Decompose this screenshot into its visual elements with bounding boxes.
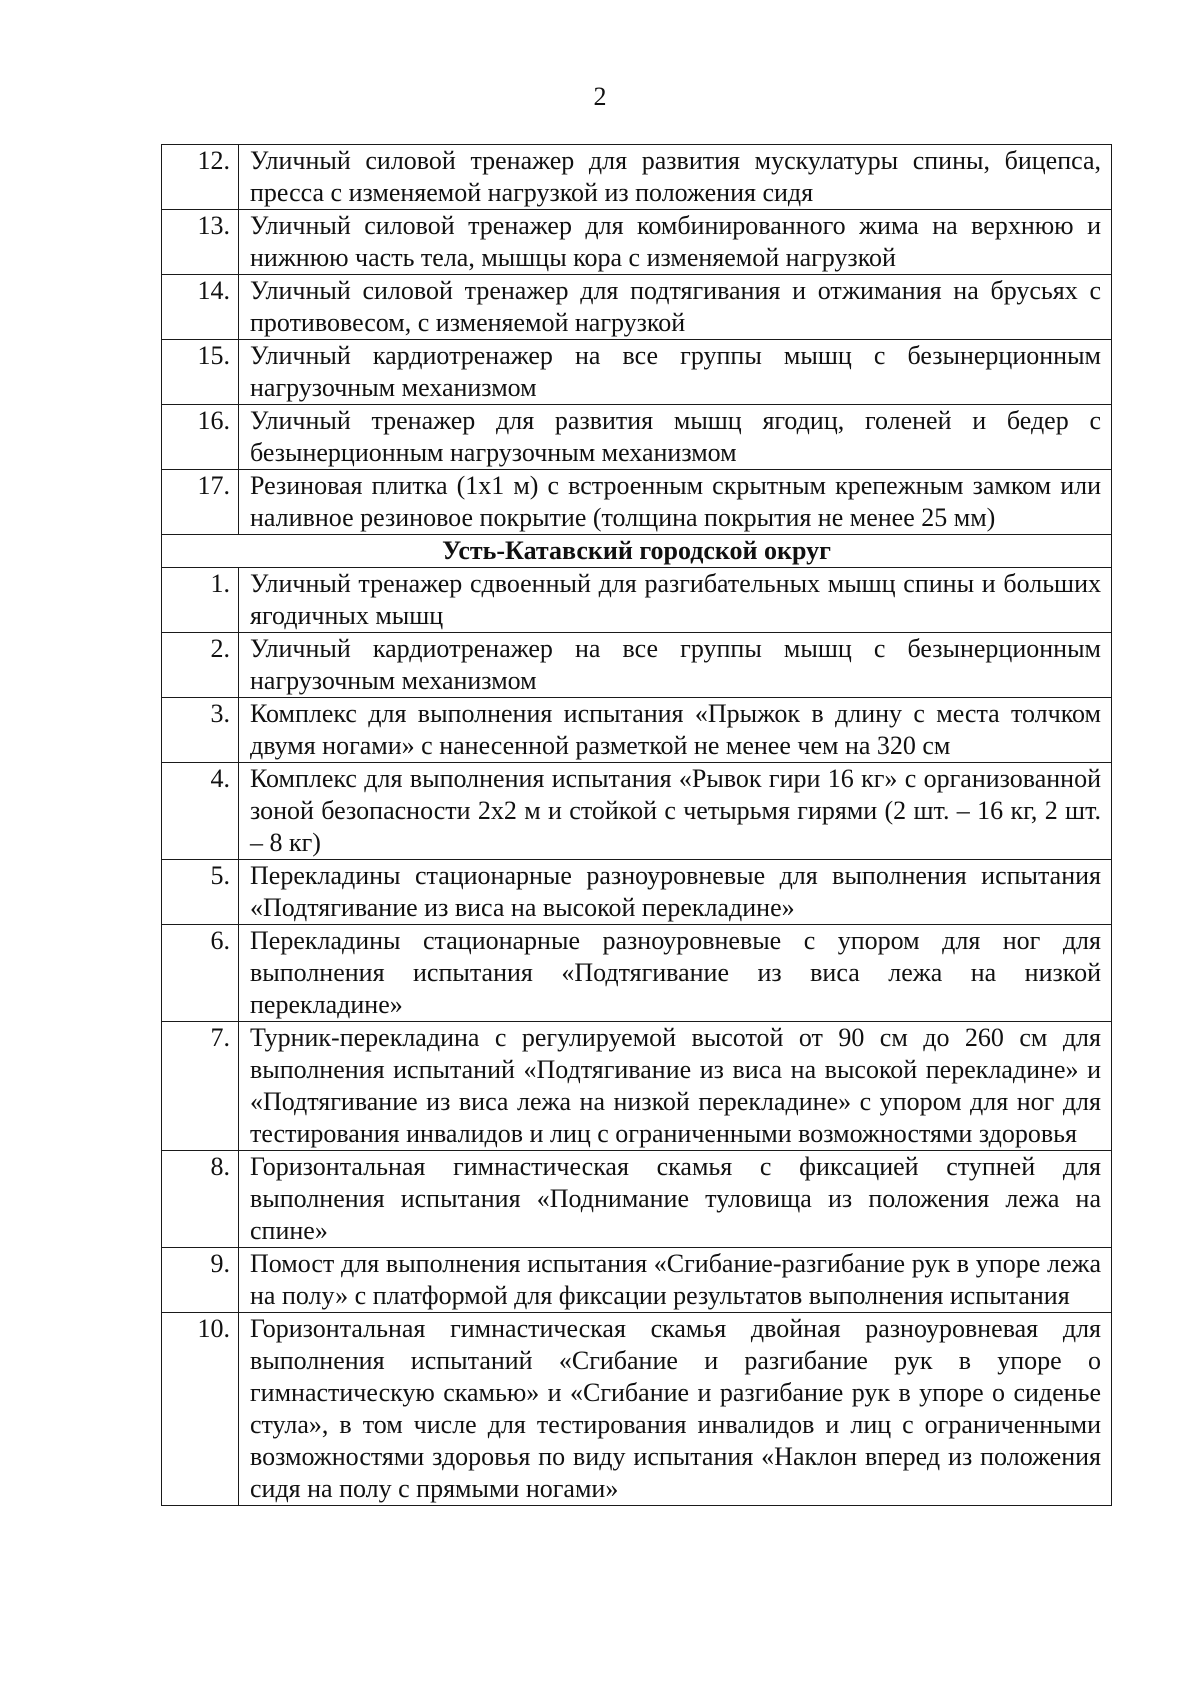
row-description: Горизонтальная гимнастическая скамья двойная разноуровневая для выполнения испытаний «Сгибание и разгибание рук в упоре о гимнастическую скамью» и «Сгибание и разгибание рук в упоре о сиденье стула», в том числе для тестирования инвалидов и лиц с ограниченными возможностями здоровья по виду испытания «Наклон вперед из положения сидя на полу с прямыми ногами»: [239, 1313, 1112, 1506]
row-description: Перекладины стационарные разноуровневые с упором для ног для выполнения испытания «Подтягивание из виса лежа на низкой перекладине»: [239, 925, 1112, 1022]
table-row: [162, 145, 1112, 210]
row-description: Уличный кардиотренажер на все группы мышц с безынерционным нагрузочным механизмом: [239, 633, 1112, 698]
row-number: 9.: [162, 1248, 239, 1313]
row-number: 15.: [162, 340, 239, 405]
table-row: [162, 1248, 1112, 1313]
row-description: Уличный кардиотренажер на все группы мышц с безынерционным нагрузочным механизмом: [239, 340, 1112, 405]
row-description: Уличный тренажер для развития мышц ягодиц, голеней и бедер с безынерционным нагрузочным механизмом: [239, 405, 1112, 470]
row-number: 7.: [162, 1022, 239, 1151]
table-row: [162, 210, 1112, 275]
row-number: 6.: [162, 925, 239, 1022]
row-number: 5.: [162, 860, 239, 925]
row-number: 17.: [162, 470, 239, 535]
row-description: Уличный силовой тренажер для комбинированного жима на верхнюю и нижнюю часть тела, мышцы кора с изменяемой нагрузкой: [239, 210, 1112, 275]
equipment-table-body: [162, 145, 1112, 1506]
row-description: Комплекс для выполнения испытания «Прыжок в длину с места толчком двумя ногами» с нанесенной разметкой не менее чем на 320 см: [239, 698, 1112, 763]
row-description: Уличный силовой тренажер для подтягивания и отжимания на брусьях с противовесом, с изменяемой нагрузкой: [239, 275, 1112, 340]
section-title: Усть-Катавский городской округ: [162, 535, 1112, 568]
table-row: [162, 1022, 1112, 1151]
row-number: 13.: [162, 210, 239, 275]
row-description: Перекладины стационарные разноуровневые для выполнения испытания «Подтягивание из виса на высокой перекладине»: [239, 860, 1112, 925]
row-number: 10.: [162, 1313, 239, 1506]
table-row: [162, 763, 1112, 860]
row-number: 3.: [162, 698, 239, 763]
row-description: Резиновая плитка (1х1 м) с встроенным скрытным крепежным замком или наливное резиновое покрытие (толщина покрытия не менее 25 мм): [239, 470, 1112, 535]
row-number: 1.: [162, 568, 239, 633]
equipment-table: [161, 144, 1112, 1506]
row-description: Уличный тренажер сдвоенный для разгибательных мышц спины и больших ягодичных мышц: [239, 568, 1112, 633]
table-row: [162, 633, 1112, 698]
table-row: [162, 275, 1112, 340]
row-description: Помост для выполнения испытания «Сгибание-разгибание рук в упоре лежа на полу» с платформой для фиксации результатов выполнения испытания: [239, 1248, 1112, 1313]
row-number: 16.: [162, 405, 239, 470]
table-row: [162, 1313, 1112, 1506]
row-description: Комплекс для выполнения испытания «Рывок гири 16 кг» с организованной зоной безопасности 2х2 м и стойкой с четырьмя гирями (2 шт. – 16 кг, 2 шт. – 8 кг): [239, 763, 1112, 860]
table-row: [162, 470, 1112, 535]
row-description: Уличный силовой тренажер для развития мускулатуры спины, бицепса, пресса с изменяемой нагрузкой из положения сидя: [239, 145, 1112, 210]
row-number: 2.: [162, 633, 239, 698]
page-number: 2: [593, 82, 607, 111]
table-row: [162, 698, 1112, 763]
table-row: [162, 340, 1112, 405]
row-number: 12.: [162, 145, 239, 210]
row-number: 4.: [162, 763, 239, 860]
section-header-row: [162, 535, 1112, 568]
row-number: 8.: [162, 1151, 239, 1248]
table-row: [162, 860, 1112, 925]
table-row: [162, 925, 1112, 1022]
table-row: [162, 568, 1112, 633]
row-description: Горизонтальная гимнастическая скамья с фиксацией ступней для выполнения испытания «Поднимание туловища из положения лежа на спине»: [239, 1151, 1112, 1248]
table-row: [162, 405, 1112, 470]
row-number: 14.: [162, 275, 239, 340]
table-row: [162, 1151, 1112, 1248]
row-description: Турник-перекладина с регулируемой высотой от 90 см до 260 см для выполнения испытаний «Подтягивание из виса на высокой перекладине» и «Подтягивание из виса лежа на низкой перекладине» с упором для ног для тестирования инвалидов и лиц с ограниченными возможностями здоровья: [239, 1022, 1112, 1151]
